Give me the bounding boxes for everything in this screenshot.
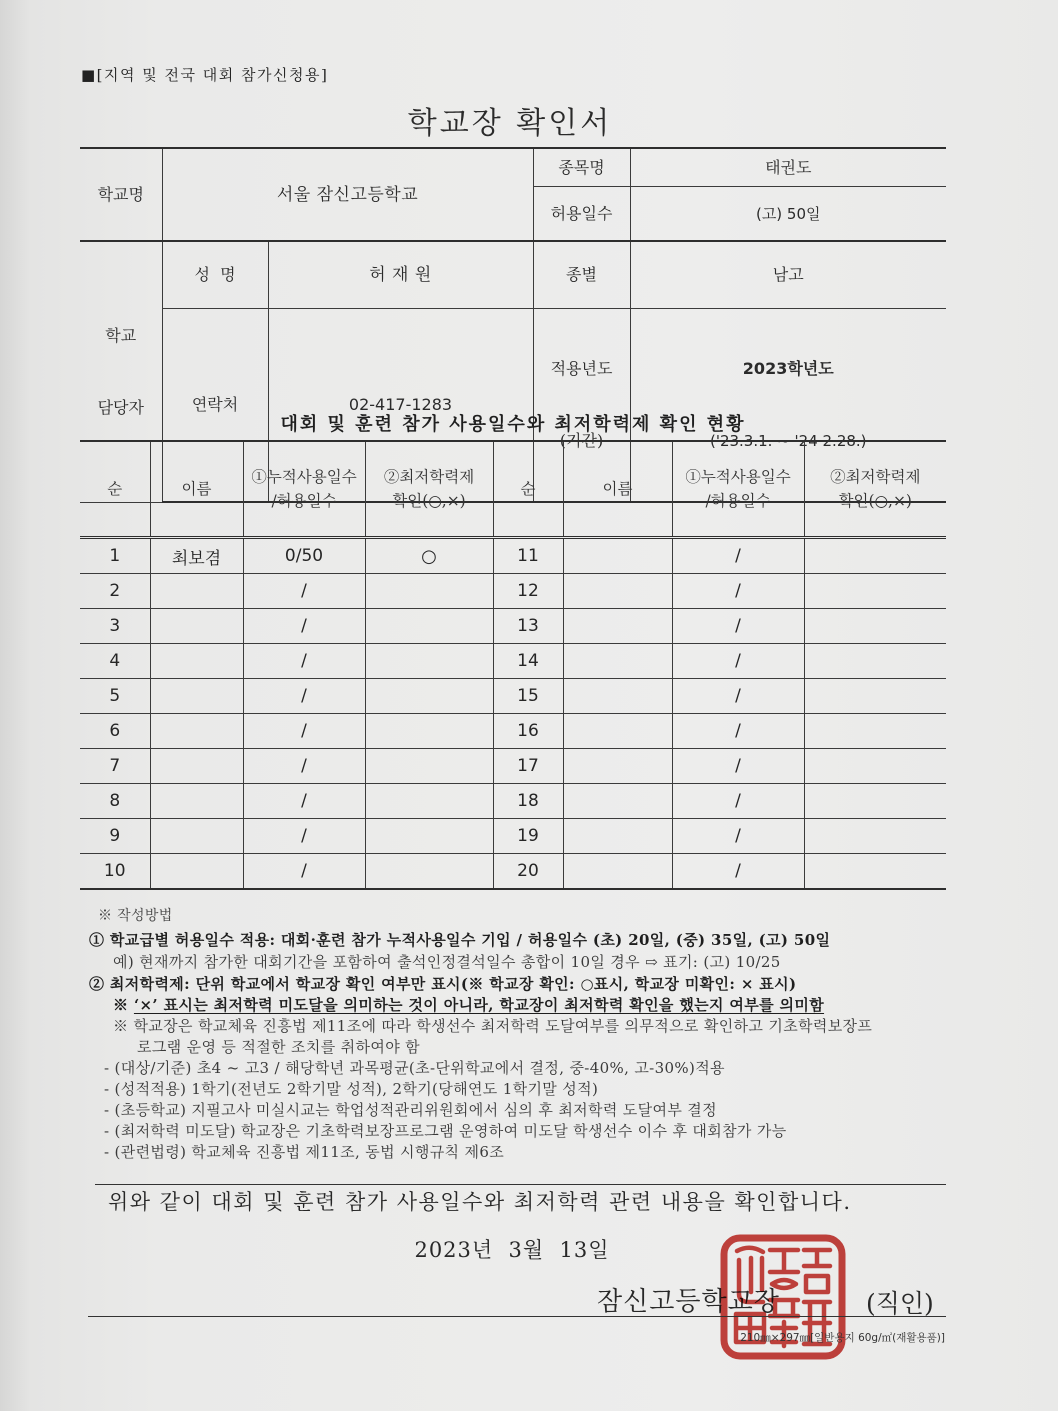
academic-check — [804, 819, 946, 854]
athlete-name — [150, 784, 243, 819]
athlete-name — [150, 714, 243, 749]
academic-check — [365, 819, 493, 854]
header-days-line1: ①누적사용일수 — [251, 468, 357, 486]
athlete-name — [563, 749, 672, 784]
athlete-name — [563, 574, 672, 609]
seal-label: (직인) — [866, 1289, 934, 1318]
header-name: 이름 — [150, 441, 243, 538]
school-year: 2023학년도 — [742, 359, 834, 378]
phone-value: 02-417-1283 — [268, 309, 533, 503]
days-used: / — [672, 854, 804, 890]
school-name-value: 서울 잠신고등학교 — [162, 148, 533, 241]
status-section-title: 대회 및 훈련 참가 사용일수와 최저학력제 확인 현황 — [280, 414, 746, 435]
academic-check — [365, 679, 493, 714]
academic-check — [365, 749, 493, 784]
paper-spec: 210㎜×297㎜[일반용지 60g/㎡(재활용품)] — [740, 1332, 945, 1344]
days-used: / — [243, 574, 365, 609]
school-contact-label-line1: 학교 — [105, 325, 137, 345]
allowed-days-value: (고) 50일 — [630, 187, 946, 242]
header-check — [365, 441, 493, 538]
athlete-name — [150, 609, 243, 644]
days-used: / — [243, 819, 365, 854]
status-header-row — [80, 441, 946, 538]
row-number: 20 — [493, 854, 563, 890]
athlete-name — [563, 714, 672, 749]
form-usage-tag: ■[지역 및 전국 대회 참가신청용] — [81, 66, 329, 84]
header-no: 순 — [80, 441, 150, 538]
row-number: 6 — [80, 714, 150, 749]
row-number: 13 — [493, 609, 563, 644]
status-table-body — [80, 538, 946, 890]
header-days — [243, 441, 365, 538]
row-number: 5 — [80, 679, 150, 714]
academic-check — [365, 714, 493, 749]
days-used: / — [243, 714, 365, 749]
athlete-name — [150, 819, 243, 854]
row-number: 1 — [80, 538, 150, 574]
allowed-days-label: 허용일수 — [533, 187, 630, 242]
status-table — [80, 440, 946, 890]
note-mark: ※ — [113, 996, 129, 1014]
academic-check — [365, 854, 493, 890]
athlete-name — [150, 749, 243, 784]
days-used: / — [243, 749, 365, 784]
instruction-bullet: - (초등학교) 지필고사 미실시교는 학업성적관리위원회에서 심의 후 최저학력 도달여부 결정 — [104, 1101, 717, 1119]
academic-check — [365, 574, 493, 609]
header-days-line2: /허용일수 — [271, 492, 337, 510]
header-no: 순 — [493, 441, 563, 538]
days-used: / — [243, 784, 365, 819]
header-name: 이름 — [563, 441, 672, 538]
row-number: 14 — [493, 644, 563, 679]
contact-name-label: 성 명 — [162, 241, 268, 309]
row-number: 4 — [80, 644, 150, 679]
row-number: 9 — [80, 819, 150, 854]
row-number: 17 — [493, 749, 563, 784]
instruction-note-1 — [113, 995, 824, 1016]
athlete-name — [563, 609, 672, 644]
row-number: 19 — [493, 819, 563, 854]
row-number: 12 — [493, 574, 563, 609]
row-number: 3 — [80, 609, 150, 644]
athlete-name — [150, 644, 243, 679]
status-row — [80, 854, 946, 890]
sport-value: 태권도 — [630, 148, 946, 187]
days-used: / — [243, 679, 365, 714]
divider — [88, 1316, 946, 1317]
divider — [95, 1184, 946, 1185]
academic-check — [804, 784, 946, 819]
days-used: / — [243, 644, 365, 679]
row-number: 18 — [493, 784, 563, 819]
days-used: / — [672, 644, 804, 679]
instruction-note-2-line1: ※ 학교장은 학교체육 진흥법 제11조에 따라 학생선수 최저학력 도달여부를 의무적으로 확인하고 기초학력보장프 — [113, 1017, 873, 1035]
days-used: 0/50 — [243, 538, 365, 574]
school-name-label: 학교명 — [80, 148, 162, 241]
academic-check — [804, 749, 946, 784]
row-number: 10 — [80, 854, 150, 890]
note-1-text: ‘×’ 표시는 최저학력 미도달을 의미하는 것이 아니라, 학교장이 최저학력 확인을 했는지 여부를 의미함 — [133, 996, 825, 1014]
instruction-item-1: ① 학교급별 허용일수 적용: 대회·훈련 참가 누적사용일수 기입 / 허용일수 (초) 20일, (중) 35일, (고) 50일 — [89, 931, 831, 949]
academic-check — [804, 538, 946, 574]
period-label-line2: (기간) — [559, 431, 604, 450]
document-title: 학교장 확인서 — [407, 106, 613, 141]
days-used: / — [243, 854, 365, 890]
header-days-line2: /허용일수 — [705, 492, 771, 510]
confirmation-statement: 위와 같이 대회 및 훈련 참가 사용일수와 최저학력 관련 내용을 확인합니다. — [108, 1190, 852, 1214]
info-row — [80, 241, 946, 309]
header-check-line1: ②최저학력제 — [383, 468, 475, 486]
academic-check — [804, 574, 946, 609]
days-used: / — [243, 609, 365, 644]
academic-check — [804, 644, 946, 679]
status-row — [80, 749, 946, 784]
days-used: / — [672, 714, 804, 749]
days-used: / — [672, 609, 804, 644]
header-days — [672, 441, 804, 538]
athlete-name — [563, 819, 672, 854]
days-used: / — [672, 749, 804, 784]
instruction-bullet: - (관련법령) 학교체육 진흥법 제11조, 동법 시행규칙 제6조 — [104, 1143, 505, 1161]
athlete-name — [563, 784, 672, 819]
academic-check — [804, 609, 946, 644]
instructions-heading: ※ 작성방법 — [98, 908, 173, 924]
athlete-name — [563, 679, 672, 714]
row-number: 16 — [493, 714, 563, 749]
header-check-line2: 확인(○,×) — [838, 492, 912, 510]
sport-label: 종목명 — [533, 148, 630, 187]
status-row — [80, 644, 946, 679]
school-contact-label-line2: 담당자 — [97, 397, 144, 417]
days-used: / — [672, 538, 804, 574]
academic-check — [365, 784, 493, 819]
status-row — [80, 538, 946, 574]
athlete-name — [563, 644, 672, 679]
athlete-name: 최보겸 — [150, 538, 243, 574]
academic-check — [365, 644, 493, 679]
period-label-line1: 적용년도 — [550, 359, 613, 378]
athlete-name — [150, 854, 243, 890]
row-number: 7 — [80, 749, 150, 784]
athlete-name — [150, 679, 243, 714]
status-row — [80, 679, 946, 714]
athlete-name — [563, 854, 672, 890]
row-number: 15 — [493, 679, 563, 714]
header-days-line1: ①누적사용일수 — [685, 468, 791, 486]
row-number: 2 — [80, 574, 150, 609]
header-check — [804, 441, 946, 538]
days-used: / — [672, 574, 804, 609]
instruction-bullet: - (대상/기준) 초4 ~ 고3 / 해당학년 과목평균(초-단위학교에서 결정, 중-40%, 고-30%)적용 — [104, 1059, 725, 1077]
status-row — [80, 784, 946, 819]
athlete-name — [563, 538, 672, 574]
header-check-line1: ②최저학력제 — [830, 468, 921, 486]
category-label: 종별 — [533, 241, 630, 309]
days-used: / — [672, 784, 804, 819]
instruction-example: 예) 현재까지 참가한 대회기간을 포함하여 출석인정결석일수 총합이 10일 경우 ⇨ 표기: (고) 10/25 — [113, 953, 781, 971]
status-row — [80, 574, 946, 609]
instruction-bullet: - (최저학력 미도달) 학교장은 기초학력보장프로그램 운영하여 미도달 학생선수 이수 후 대회참가 가능 — [104, 1122, 787, 1140]
status-row — [80, 609, 946, 644]
row-number: 8 — [80, 784, 150, 819]
instruction-item-2: ② 최저학력제: 단위 학교에서 학교장 확인 여부만 표시(※ 학교장 확인: ○표시, 학교장 미확인: × 표시) — [89, 975, 797, 993]
days-used: / — [672, 819, 804, 854]
info-row — [80, 148, 946, 187]
athlete-name — [150, 574, 243, 609]
category-value: 남고 — [630, 241, 946, 309]
academic-check: ○ — [365, 538, 493, 574]
status-row — [80, 819, 946, 854]
signer-title: 잠신고등학교장 — [597, 1287, 780, 1317]
academic-check — [365, 609, 493, 644]
phone-label: 연락처 — [162, 309, 268, 503]
issue-date: 2023년 3월 13일 — [414, 1238, 610, 1262]
status-row — [80, 714, 946, 749]
contact-name-value: 허 재 원 — [268, 241, 533, 309]
row-number: 11 — [493, 538, 563, 574]
period-range: ('23.3.1. ~ '24 2.28.) — [709, 432, 867, 450]
instruction-note-2-line2: 로그램 운영 등 적절한 조치를 취하여야 함 — [137, 1038, 420, 1056]
instruction-bullet: - (성적적용) 1학기(전년도 2학기말 성적), 2학기(당해연도 1학기말 성적) — [104, 1080, 599, 1098]
header-check-line2: 확인(○,×) — [392, 492, 466, 510]
academic-check — [804, 854, 946, 890]
academic-check — [804, 714, 946, 749]
academic-check — [804, 679, 946, 714]
days-used: / — [672, 679, 804, 714]
